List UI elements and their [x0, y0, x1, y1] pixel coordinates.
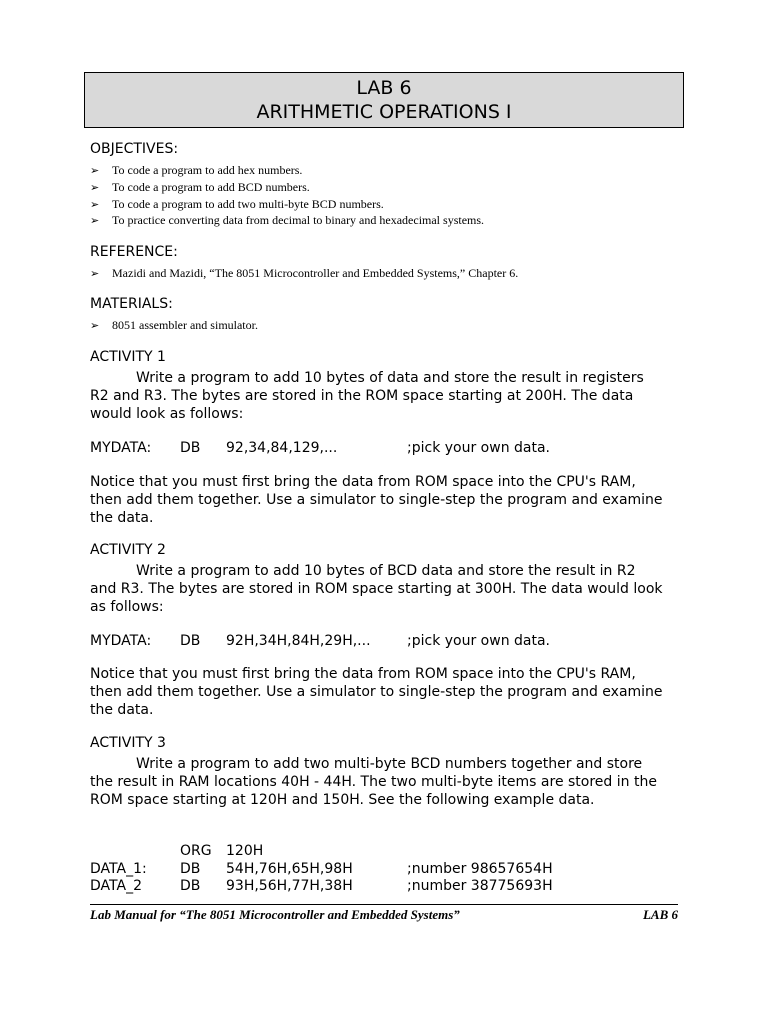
footer-lab-number: LAB 6 [642, 907, 678, 922]
activity-1-instructions [90, 370, 666, 423]
materials-list [90, 317, 258, 334]
activity-2-note: Notice that you must first bring the data from ROM space into the CPU's RAM, then add them together. Use a simulator to single-step the program and examine the data. [90, 666, 663, 718]
arrow-bullet-icon: ➢ [90, 319, 100, 332]
list-item [90, 162, 484, 179]
activity-1-heading: ACTIVITY 1 [90, 349, 166, 365]
code-data: 92H,34H,84H,29H,... [226, 633, 371, 649]
activity-3-text: Write a program to add two multi-byte BCD numbers together and store the result in RAM locations 40H - 44H. The two multi-byte items are stored in the ROM space starting at 120H and 150H. See the following example data. [90, 756, 657, 808]
code-directive: DB [180, 861, 201, 877]
code-comment: ;number 98657654H [407, 861, 553, 877]
code-label: MYDATA: [90, 633, 152, 649]
arrow-bullet-icon: ➢ [90, 197, 100, 211]
code-data: 54H,76H,65H,98H [226, 861, 353, 877]
objective-text: To practice converting data from decimal to binary and hexadecimal systems. [112, 213, 485, 228]
code-label: DATA_2 [90, 878, 142, 894]
activity-2-text: Write a program to add 10 bytes of BCD data and store the result in R2 and R3. The bytes are stored in ROM space starting at 300H. The data would look as follows: [90, 563, 663, 615]
arrow-bullet-icon: ➢ [90, 267, 100, 280]
code-data: 92,34,84,129,... [226, 440, 338, 456]
code-data: 120H [226, 843, 264, 859]
page-footer [90, 907, 678, 923]
code-directive: DB [180, 633, 201, 649]
code-label: MYDATA: [90, 440, 152, 456]
activity-3-instructions [90, 756, 666, 809]
code-comment: ;pick your own data. [407, 633, 551, 649]
reference-heading: REFERENCE: [90, 244, 178, 260]
reference-list [90, 265, 518, 282]
code-directive: DB [180, 440, 201, 456]
code-directive: DB [180, 878, 201, 894]
list-item [90, 317, 258, 334]
footer-divider [90, 904, 678, 905]
objective-text: To code a program to add two multi-byte BCD numbers. [112, 196, 384, 211]
arrow-bullet-icon: ➢ [90, 180, 100, 194]
list-item [90, 196, 484, 213]
activity-2-instructions [90, 563, 666, 616]
code-data: 93H,56H,77H,38H [226, 878, 353, 894]
lab-title-box [84, 72, 684, 128]
activity-2-heading: ACTIVITY 2 [90, 542, 166, 558]
list-item [90, 265, 518, 282]
code-directive: ORG [180, 843, 212, 859]
objective-text: To code a program to add BCD numbers. [112, 179, 310, 194]
lab-title: ARITHMETIC OPERATIONS I [256, 101, 512, 123]
arrow-bullet-icon: ➢ [90, 164, 100, 177]
code-comment: ;pick your own data. [407, 440, 551, 456]
list-item [90, 179, 484, 196]
arrow-bullet-icon: ➢ [90, 214, 100, 228]
footer-manual-title: Lab Manual for “The 8051 Microcontroller and Embedded Systems” [90, 907, 460, 922]
materials-text: 8051 assembler and simulator. [112, 318, 258, 332]
code-comment: ;number 38775693H [407, 878, 553, 894]
activity-1-note: Notice that you must first bring the data from ROM space into the CPU's RAM, then add them together. Use a simulator to single-step the program and examine the data. [90, 474, 663, 526]
reference-text: Mazidi and Mazidi, “The 8051 Microcontroller and Embedded Systems,” Chapter 6. [112, 266, 519, 280]
objectives-heading: OBJECTIVES: [90, 141, 179, 157]
materials-heading: MATERIALS: [90, 296, 173, 312]
objective-text: To code a program to add hex numbers. [112, 163, 303, 177]
code-label: DATA_1: [90, 861, 147, 877]
activity-3-heading: ACTIVITY 3 [90, 735, 166, 751]
lab-number: LAB 6 [356, 77, 412, 99]
list-item [90, 212, 484, 229]
activity-1-text: Write a program to add 10 bytes of data and store the result in registers R2 and R3. The bytes are stored in the ROM space starting at 200H. The data would look as follows: [90, 370, 644, 422]
objectives-list [90, 162, 484, 229]
